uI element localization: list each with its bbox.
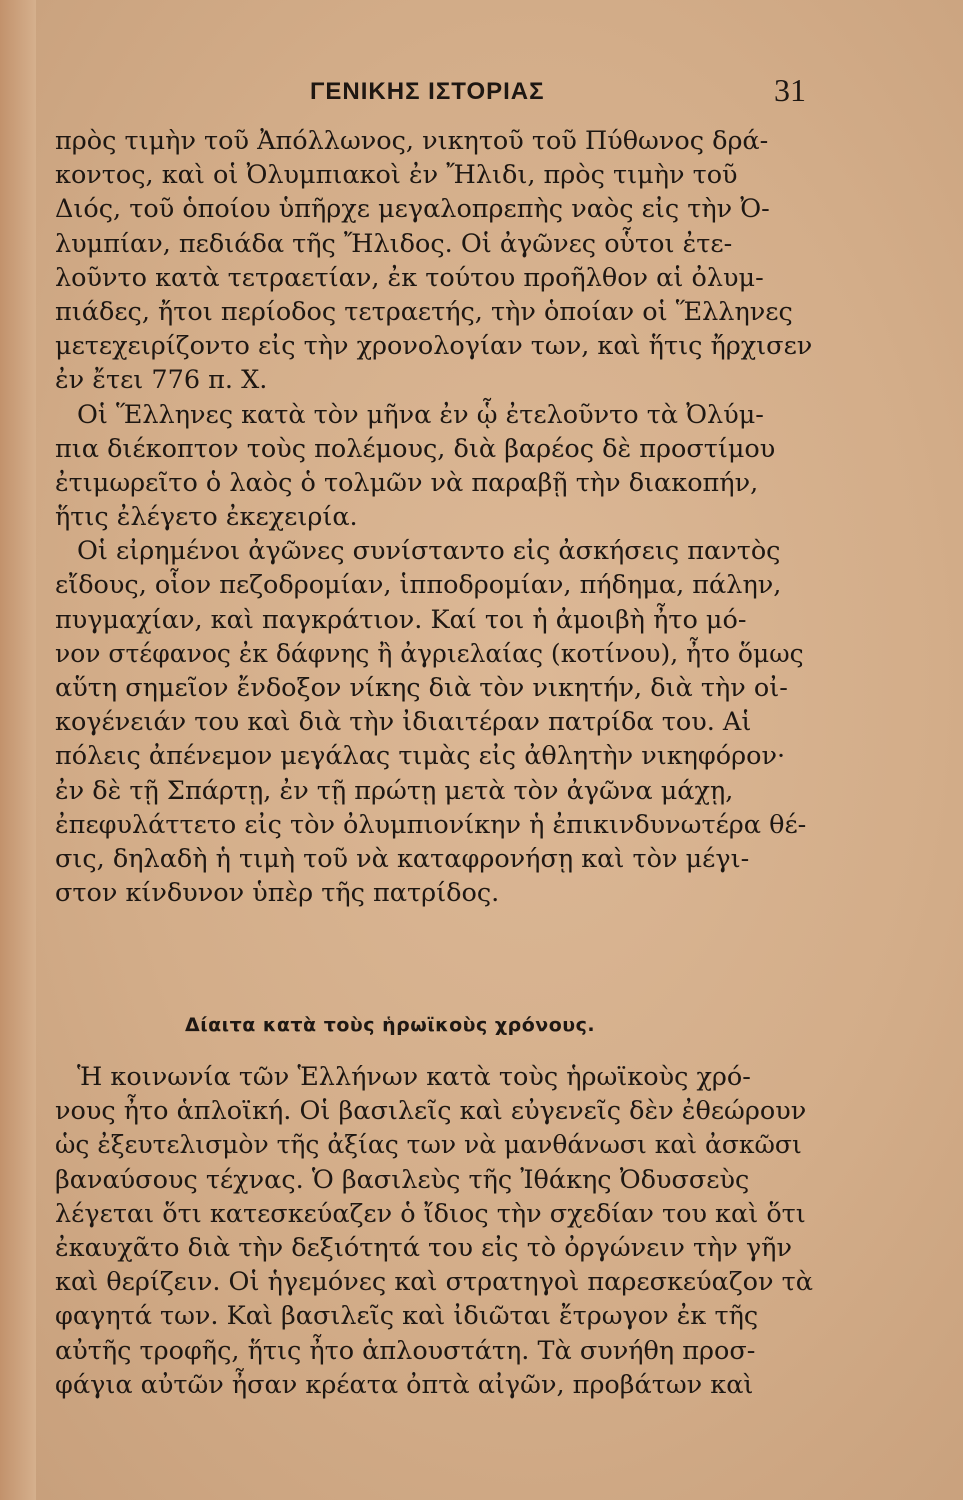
text-line: ἐν ἔτει 776 π. Χ. — [55, 365, 268, 396]
text-line: ἐτιμωρεῖτο ὁ λαὸς ὁ τολμῶν νὰ παραβῇ τὴν διακοπήν, — [55, 467, 759, 498]
page-number: 31 — [774, 72, 806, 108]
text-line: Διός, τοῦ ὁποίου ὑπῆρχε μεγαλοπρεπὴς ναὸς εἰς τὴν Ὀ- — [55, 194, 770, 225]
paragraph-start-line: Οἱ εἰρημένοι ἀγῶνες συνίσταντο εἰς ἀσκήσεις παντὸς — [77, 536, 781, 567]
text-line: λέγεται ὅτι κατεσκεύαζεν ὁ ἴδιος τὴν σχεδίαν του καὶ ὅτι — [55, 1198, 806, 1229]
running-title: ΓΕΝΙΚΗΣ ΙΣΤΟΡΙΑΣ — [310, 78, 545, 105]
text-line: φάγια αὐτῶν ἦσαν κρέατα ὀπτὰ αἰγῶν, προβάτων καὶ — [55, 1369, 754, 1400]
text-line: εἴδους, οἷον πεζοδρομίαν, ἱπποδρομίαν, πήδημα, πάλην, — [55, 570, 782, 601]
text-line: πόλεις ἀπένεμον μεγάλας τιμὰς εἰς ἀθλητὴν νικηφόρον· — [55, 741, 786, 772]
text-line: ἥτις ἐλέγετο ἐκεχειρία. — [55, 502, 358, 533]
text-line: κογένειάν του καὶ διὰ τὴν ἰδιαιτέραν πατρίδα του. Αἱ — [55, 707, 752, 738]
text-line: ἐκαυχᾶτο διὰ τὴν δεξιότητά του εἰς τὸ ὀργώνειν τὴν γῆν — [55, 1232, 792, 1263]
text-line: ὡς ἐξευτελισμὸν τῆς ἀξίας των νὰ μανθάνωσι καὶ ἀσκῶσι — [55, 1130, 802, 1160]
text-line: φαγητά των. Καὶ βασιλεῖς καὶ ἰδιῶται ἔτρωγον ἐκ τῆς — [55, 1301, 759, 1332]
text-line: σις, δηλαδὴ ἡ τιμὴ τοῦ νὰ καταφρονήσῃ καὶ τὸν μέγι- — [55, 843, 750, 874]
text-line: πια διέκοπτον τοὺς πολέμους, διὰ βαρέος δὲ προστίμου — [55, 433, 776, 464]
text-line: αὕτη σημεῖον ἔνδοξον νίκης διὰ τὸν νικητήν, διὰ τὴν οἰ- — [55, 673, 788, 703]
paragraph-start-line: Οἱ Ἕλληνες κατὰ τὸν μῆνα ἐν ᾧ ἐτελοῦντο τὰ Ὀλύμ- — [77, 399, 764, 430]
body-text — [55, 124, 815, 910]
text-line: βαναύσους τέχνας. Ὁ βασιλεὺς τῆς Ἰθάκης Ὀδυσσεὺς — [55, 1164, 750, 1195]
page-header — [55, 72, 810, 112]
text-line: μετεχειρίζοντο εἰς τὴν χρονολογίαν των, καὶ ἥτις ἤρχισεν — [55, 331, 813, 362]
text-line: καὶ θερίζειν. Οἱ ἡγεμόνες καὶ στρατηγοὶ παρεσκεύαζον τὰ — [55, 1267, 813, 1298]
section-heading: Δίαιτα κατὰ τοὺς ἡρωϊκοὺς χρόνους. — [185, 1014, 596, 1036]
text-line: στον κίνδυνον ὑπὲρ τῆς πατρίδος. — [55, 878, 500, 909]
text-line: νους ἦτο ἁπλοϊκή. Οἱ βασιλεῖς καὶ εὐγενεῖς δὲν ἐθεώρουν — [55, 1096, 807, 1127]
section-text — [55, 1060, 815, 1402]
text-line: πυγμαχίαν, καὶ παγκράτιον. Καί τοι ἡ ἀμοιβὴ ἦτο μό- — [55, 604, 747, 635]
text-line: λοῦντο κατὰ τετραετίαν, ἐκ τούτου προῆλθον αἱ ὀλυμ- — [55, 262, 764, 293]
text-line: λυμπίαν, πεδιάδα τῆς Ἤλιδος. Οἱ ἀγῶνες οὗτοι ἐτε- — [55, 228, 733, 259]
text-line: νον στέφανος ἐκ δάφνης ἢ ἀγριελαίας (κοτίνου), ἦτο ὅμως — [55, 638, 804, 668]
page-gutter-shadow — [0, 0, 36, 1500]
text-line: ἐπεφυλάττετο εἰς τὸν ὀλυμπιονίκην ἡ ἐπικινδυνωτέρα θέ- — [55, 809, 807, 840]
text-line: πρὸς τιμὴν τοῦ Ἀπόλλωνος, νικητοῦ τοῦ Πύθωνος δρά- — [55, 126, 769, 156]
text-line: ἐν δὲ τῇ Σπάρτῃ, ἐν τῇ πρώτῃ μετὰ τὸν ἀγῶνα μάχῃ, — [55, 775, 734, 806]
text-line: κοντος, καὶ οἱ Ὀλυμπιακοὶ ἐν Ἤλιδι, πρὸς τιμὴν τοῦ — [55, 160, 738, 191]
text-line: αὐτῆς τροφῆς, ἥτις ἦτο ἁπλουστάτη. Τὰ συνήθη προσ- — [55, 1335, 756, 1366]
text-line: πιάδες, ἤτοι περίοδος τετραετής, τὴν ὁποίαν οἱ Ἕλληνες — [55, 296, 793, 327]
paragraph-start-line: Ἡ κοινωνία τῶν Ἑλλήνων κατὰ τοὺς ἡρωϊκοὺς χρό- — [77, 1062, 751, 1092]
